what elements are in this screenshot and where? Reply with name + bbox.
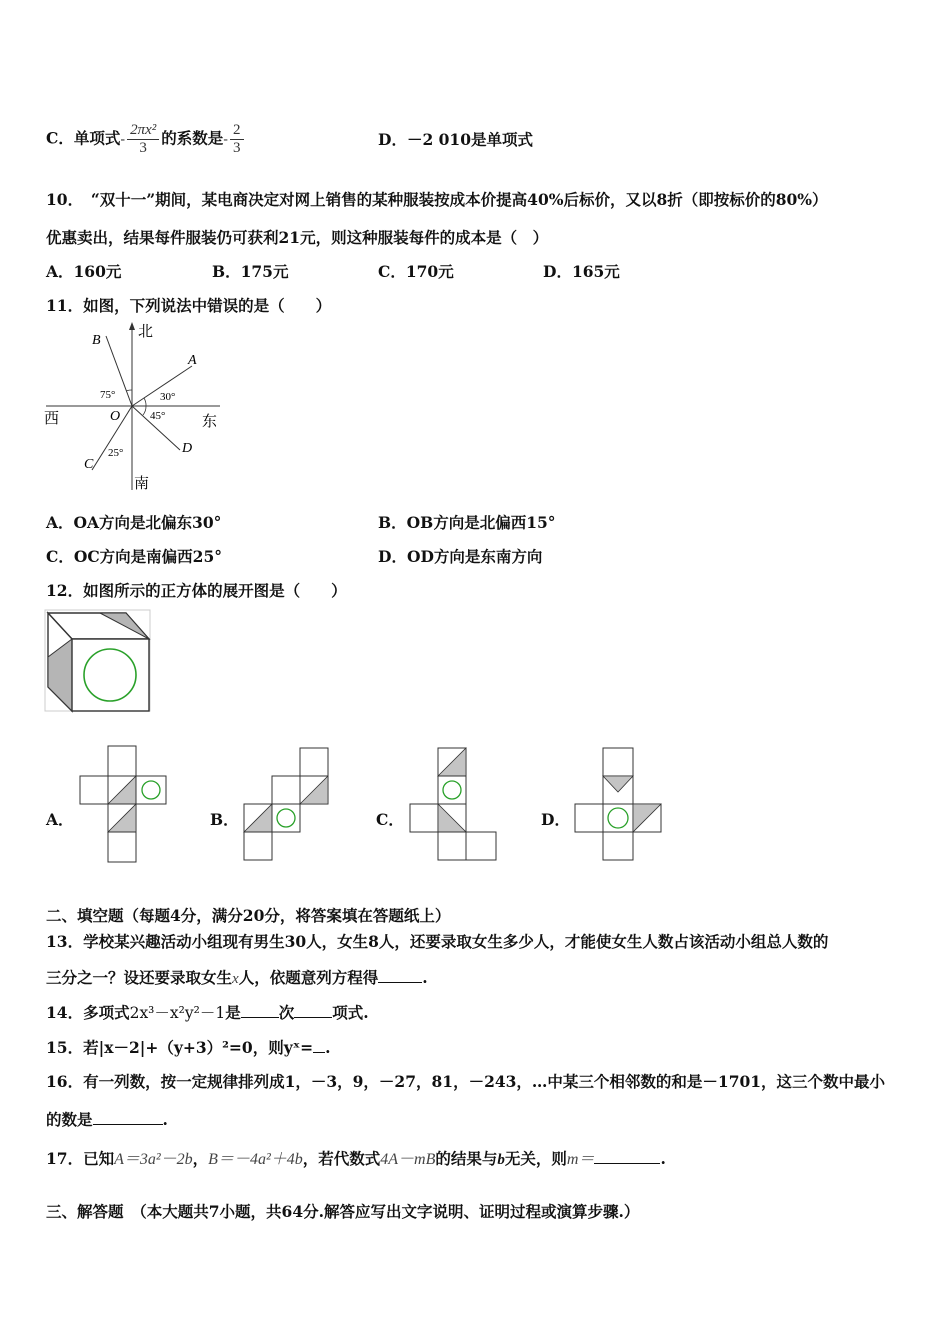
label-angle-45: 45°	[150, 410, 166, 422]
q12-option-c-label: C．	[376, 810, 404, 829]
q14-stem: 14．多项式2x³－x²y²－1是 次 项式.	[46, 1003, 369, 1022]
q12-option-d-net	[569, 744, 667, 866]
section3-title: 三、解答题 （本大题共7小题，共64分.解答应写出文字说明、证明过程或演算步骤.）	[46, 1202, 640, 1221]
label-a: A	[188, 353, 197, 368]
section2-title: 二、填空题（每题4分，满分20分，将答案填在答题纸上）	[46, 906, 451, 925]
label-south: 南	[134, 476, 150, 492]
q10-option-c: C．170元	[378, 262, 454, 281]
label-angle-30: 30°	[160, 391, 176, 403]
q10-stem-line1: 10． “双十一”期间，某电商决定对网上销售的某种服装按成本价提高40%后标价，又以8折（即按标价的80%）	[46, 190, 828, 209]
q12-stem: 12．如图所示的正方体的展开图是（ ）	[46, 581, 347, 600]
q15-stem: 15．若|x－2|+（y+3）²=0，则yˣ= .	[46, 1038, 331, 1057]
q13-answer-blank[interactable]	[378, 982, 422, 983]
q9-option-c: C．单项式- $\frac{\text{2πx²}}{3}$ 的系数是- $\frac{2}{3}$	[46, 122, 246, 157]
q12-cube-figure	[44, 609, 154, 715]
q14-terms-blank[interactable]	[294, 1017, 332, 1018]
q11-direction-figure	[40, 318, 230, 498]
q16-stem-line1: 16．有一列数，按一定规律排列成1，－3，9，－27，81，－243，…中某三个相邻数的和是－1701，这三个数中最小	[46, 1072, 886, 1091]
label-o: O	[110, 409, 121, 424]
q13-stem-line2: 三分之一？设还要录取女生x人，依题意列方程得 .	[46, 968, 428, 987]
q12-option-c-net	[404, 744, 502, 866]
label-north: 北	[138, 324, 154, 340]
q17-stem: 17．已知A＝3a²－2b，B＝－4a²＋4b，若代数式4A－mB的结果与b无关，则m＝ .	[46, 1149, 666, 1168]
label-d: D	[182, 441, 193, 456]
q11-option-d: D．OD方向是东南方向	[378, 547, 543, 566]
q14-degree-blank[interactable]	[241, 1017, 279, 1018]
q12-option-b-net	[238, 744, 336, 866]
q12-option-d-label: D．	[541, 810, 570, 829]
q17-answer-blank[interactable]	[594, 1163, 660, 1164]
q16-stem-line2: 的数是 .	[46, 1110, 168, 1129]
label-c: C	[84, 457, 94, 472]
label-west: 西	[44, 411, 60, 427]
q12-option-a-net	[74, 744, 172, 866]
q11-stem: 11．如图，下列说法中错误的是（ ）	[46, 296, 332, 315]
q12-option-b-label: B．	[210, 810, 239, 829]
label-angle-75: 75°	[100, 389, 116, 401]
label-b: B	[92, 333, 101, 348]
q10-stem-line2: 优惠卖出，结果每件服装仍可获利21元，则这种服装每件的成本是（ ）	[46, 228, 549, 247]
q10-option-a: A．160元	[46, 262, 122, 281]
q9-option-d: D．－2 010是单项式	[378, 130, 533, 149]
q11-option-c: C．OC方向是南偏西25°	[46, 547, 222, 566]
q13-stem-line1: 13．学校某兴趣活动小组现有男生30人，女生8人，还要录取女生多少人，才能使女生人数占该活动小组总人数的	[46, 932, 829, 951]
label-east: 东	[202, 414, 218, 430]
q16-answer-blank[interactable]	[93, 1124, 163, 1125]
q11-option-b: B．OB方向是北偏西15°	[378, 513, 556, 532]
label-angle-25: 25°	[108, 447, 124, 459]
q10-option-b: B．175元	[212, 262, 289, 281]
q11-option-a: A．OA方向是北偏东30°	[46, 513, 222, 532]
q15-answer-blank[interactable]	[313, 1052, 325, 1053]
q12-option-a-label: A．	[46, 810, 74, 829]
q10-option-d: D．165元	[543, 262, 620, 281]
